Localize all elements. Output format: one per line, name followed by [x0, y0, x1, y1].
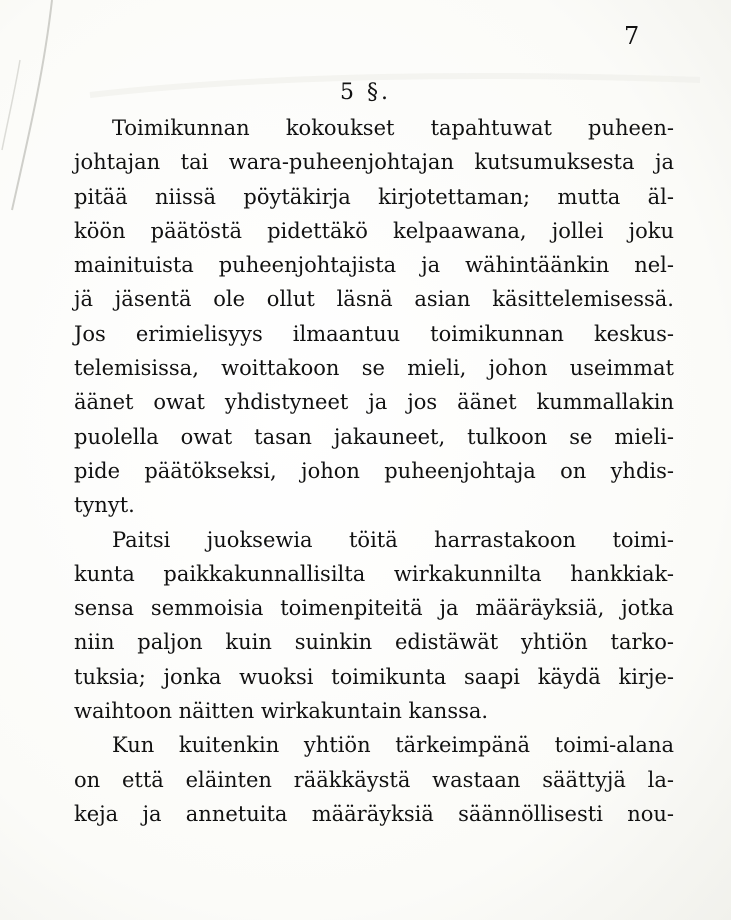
text-line: Jos erimielisyys ilmaantuu toimikunnan keskus-: [74, 321, 674, 346]
text-line: on että eläinten rääkkäystä wastaan säättyjä la-: [74, 767, 674, 792]
text-line: kunta paikkakunnallisilta wirkakunnilta hankkiak-: [74, 561, 674, 586]
body-text: [74, 111, 674, 831]
text-line: sensa semmoisia toimenpiteitä ja määräyksiä, jotka: [74, 596, 674, 621]
text-line: tynyt.: [74, 493, 135, 518]
text-line: keja ja annetuita määräyksiä säännöllisesti nou-: [74, 801, 674, 826]
text-line: Toimikunnan kokoukset tapahtuwat puheen-: [112, 116, 674, 140]
text-line: mainituista puheenjohtajista ja wähintäänkin nel-: [74, 253, 674, 278]
text-line: köön päätöstä pidettäkö kelpaawana, jollei joku: [74, 218, 674, 243]
text-line: puolella owat tasan jakauneet, tulkoon se mieli-: [74, 424, 674, 449]
text-line: pide päätökseksi, johon puheenjohtaja on yhdis-: [74, 458, 674, 483]
text-line: Paitsi juoksewia töitä harrastakoon toimi-: [112, 527, 674, 552]
text-line: Kun kuitenkin yhtiön tärkeimpänä toimi-alana: [112, 733, 674, 758]
section-heading: 5 §.: [340, 80, 391, 105]
text-line: niin paljon kuin suinkin edistäwät yhtiön tarko-: [74, 630, 674, 655]
text-line: jä jäsentä ole ollut läsnä asian käsittelemisessä.: [74, 287, 674, 312]
page-number: 7: [624, 22, 640, 50]
text-line: telemisissa, woittakoon se mieli, johon useimmat: [74, 356, 674, 381]
text-line: äänet owat yhdistyneet ja jos äänet kummallakin: [74, 390, 674, 415]
text-line: pitää niissä pöytäkirja kirjotettaman; mutta äl-: [74, 184, 674, 209]
text-line: johtajan tai wara-puheenjohtajan kutsumuksesta ja: [74, 150, 674, 175]
text-line: waihtoon näitten wirkakuntain kanssa.: [74, 699, 489, 724]
text-line: tuksia; jonka wuoksi toimikunta saapi käydä kirje-: [74, 664, 674, 689]
